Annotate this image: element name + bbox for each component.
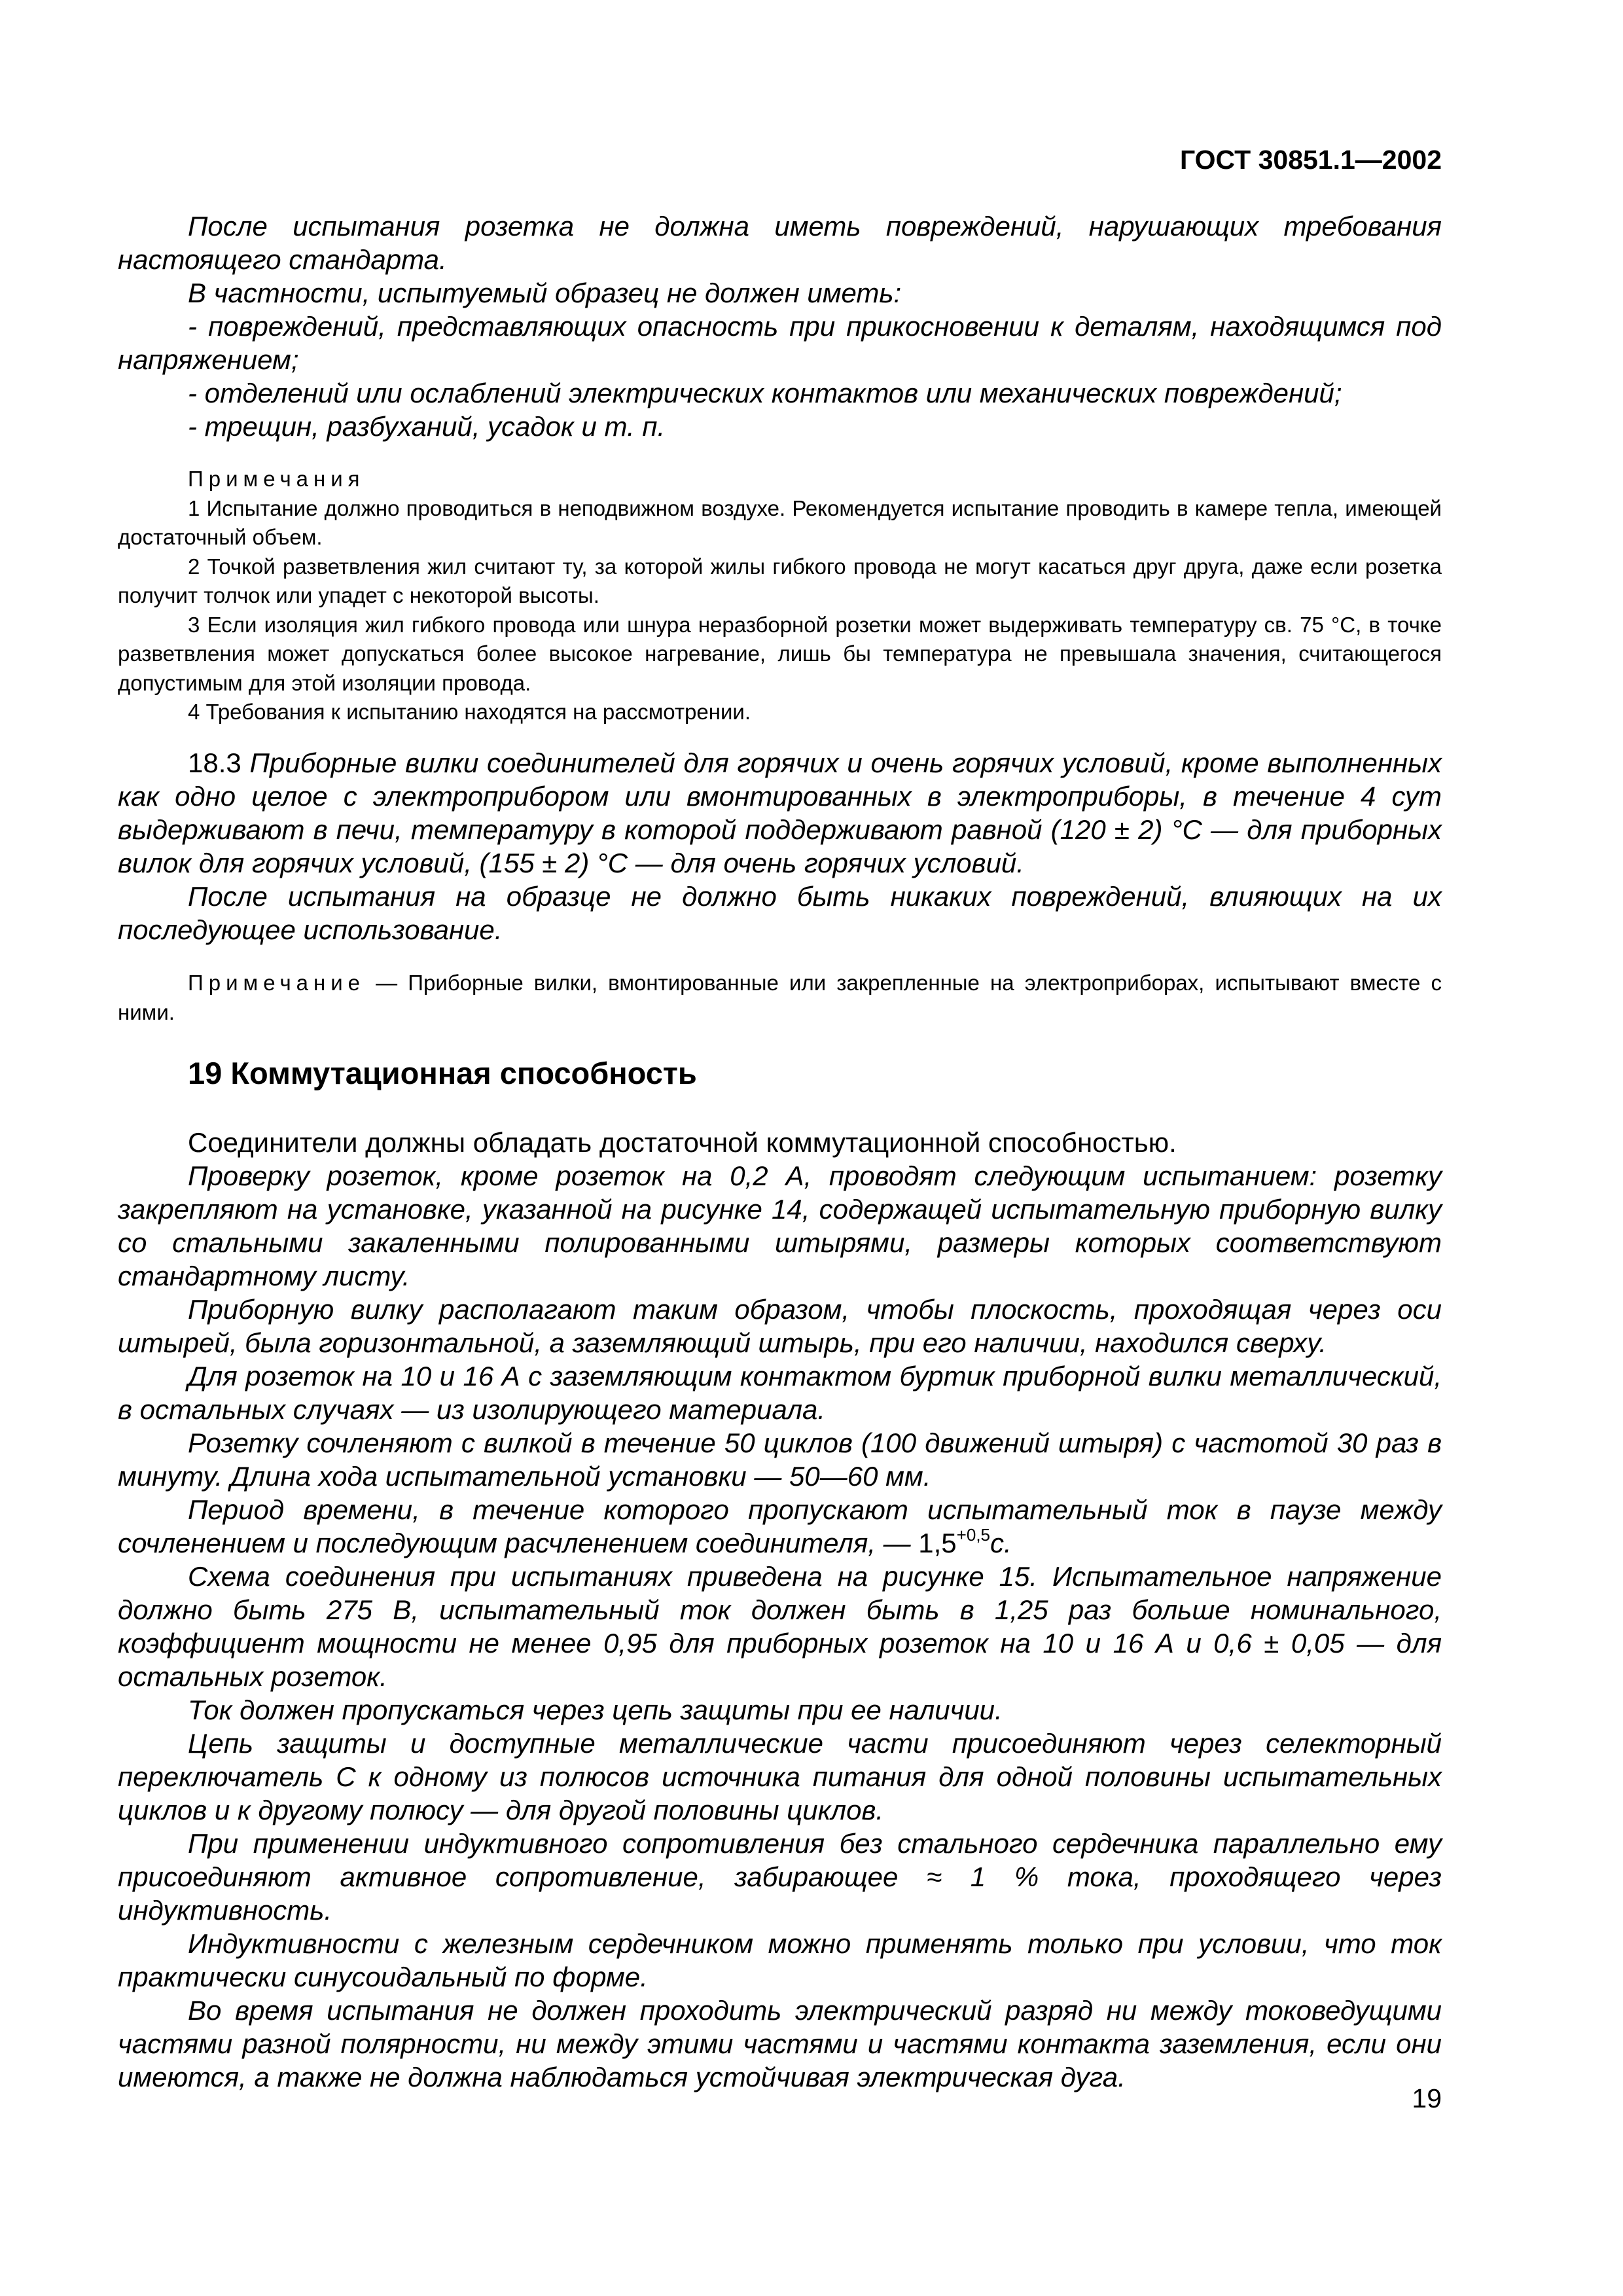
note-item: 2 Точкой разветвления жил считают ту, за которой жилы гибкого провода не могут касаться друг друга, даже если розетка получит толчок или упадет с некоторой высоты.	[118, 554, 1442, 607]
paragraph: Приборную вилку располагают таким образом, чтобы плоскость, проходящая через оси штырей, была горизонтальной, а заземляющий штырь, при его наличии, находился сверху.	[118, 1294, 1442, 1358]
page-number: 19	[1412, 2083, 1442, 2113]
note-item: 3 Если изоляция жил гибкого провода или шнура неразборной розетки может выдерживать температуру св. 75 °С, в точке разветвления может допускаться более высокое нагревание, лишь бы температура не превышала значения, считающегося допустимым для этой изоляции провода.	[118, 612, 1442, 695]
paragraph: Ток должен пропускаться через цепь защиты при ее наличии.	[188, 1695, 1003, 1725]
section-19-body	[118, 1126, 1442, 2094]
clause-text: Приборные вилки соединителей для горячих и очень горячих условий, кроме выполненных как одно целое с электроприбором или вмонтированных в электроприборы, в течение 4 сут выдерживают в печи, температуру в которой поддерживают равной (120 ± 2) °С — для приборных вилок для горячих условий, (155 ± 2) °С — для очень горячих условий.	[118, 747, 1442, 878]
paragraph: Розетку сочленяют с вилкой в течение 50 циклов (100 движений штыря) с частотой 30 раз в минуту. Длина хода испытательной установки — 50—60 мм.	[118, 1427, 1442, 1492]
unit-text: с.	[990, 1528, 1012, 1558]
clause-18-3	[118, 746, 1442, 946]
time-value: 1,5	[918, 1528, 957, 1558]
section-19	[118, 1054, 1442, 1093]
paragraph: После испытания на образце не должно быть никаких повреждений, влияющих на их последующее использование.	[118, 881, 1442, 945]
paragraph: Схема соединения при испытаниях приведена на рисунке 15. Испытательное напряжение должно быть 275 В, испытательный ток должен быть в 1,25 раз больше номинального, коэффициент мощности не менее 0,95 для приборных розеток на 10 и 16 А и 0,6 ± 0,05 — для остальных розеток.	[118, 1561, 1442, 1692]
clause-number: 18.3	[188, 747, 241, 778]
section-heading: 19 Коммутационная способность	[188, 1056, 697, 1090]
paragraph: Индуктивности с железным сердечником можно применять только при условии, что ток практически синусоидальный по форме.	[118, 1928, 1442, 1992]
paragraph: Цепь защиты и доступные металлические части присоединяют через селекторный переключатель С к одному из полюсов источника питания для одной половины испытательных циклов и к другому полюсу — для другой половины циклов.	[118, 1728, 1442, 1825]
paragraph: Во время испытания не должен проходить электрический разряд ни между токоведущими частями разной полярности, ни между этими частями и частями контакта заземления, если они имеются, а также не должна наблюдаться устойчивая электрическая дуга.	[118, 1995, 1442, 2092]
paragraph	[118, 1493, 1442, 1560]
paragraph: В частности, испытуемый образец не должен иметь:	[188, 278, 902, 308]
note-title: Примечание	[188, 971, 366, 995]
list-item: - трещин, разбуханий, усадок и т. п.	[188, 411, 666, 442]
note-text: — Приборные вилки, вмонтированные или закрепленные на электроприборах, испытывают вместе с ними.	[118, 971, 1442, 1024]
note-paragraph	[118, 969, 1442, 1027]
clause-paragraph	[118, 746, 1442, 880]
paragraph: Проверку розеток, кроме розеток на 0,2 А, проводят следующим испытанием: розетку закрепляют на установке, указанной на рисунке 14, содержащей испытательную приборную вилку со стальными закаленными полированными штырями, размеры которых соответствуют стандартному листу.	[118, 1160, 1442, 1291]
paragraph: Для розеток на 10 и 16 А с заземляющим контактом буртик приборной вилки металлический, в остальных случаях — из изолирующего материала.	[118, 1361, 1442, 1425]
notes-title: Примечания	[188, 467, 365, 491]
tolerance-superscript: +0,5	[956, 1525, 990, 1545]
paragraph-text: Период времени, в течение которого пропускают испытательный ток в паузе между сочленением и последующим расчленением соединителя, —	[118, 1494, 1442, 1558]
list-item: - повреждений, представляющих опасность при прикосновении к деталям, находящимся под напряжением;	[118, 311, 1442, 375]
paragraph: При применении индуктивного сопротивления без стального сердечника параллельно ему присоединяют активное сопротивление, забирающее ≈ 1 % тока, проходящего через индуктивность.	[118, 1828, 1442, 1926]
list-item: - отделений или ослаблений электрических контактов или механических повреждений;	[188, 378, 1342, 408]
note-item: 4 Требования к испытанию находятся на рассмотрении.	[188, 700, 751, 724]
document-code-header: ГОСТ 30851.1—2002	[1179, 145, 1442, 175]
paragraph: Соединители должны обладать достаточной коммутационной способностью.	[188, 1127, 1177, 1158]
note-item: 1 Испытание должно проводиться в неподвижном воздухе. Рекомендуется испытание проводить в камере тепла, имеющей достаточный объем.	[118, 495, 1442, 549]
block-test-results	[118, 209, 1442, 443]
notes-block	[118, 465, 1442, 727]
paragraph: После испытания розетка не должна иметь повреждений, нарушающих требования настоящего стандарта.	[118, 211, 1442, 275]
note-block	[118, 969, 1442, 1027]
